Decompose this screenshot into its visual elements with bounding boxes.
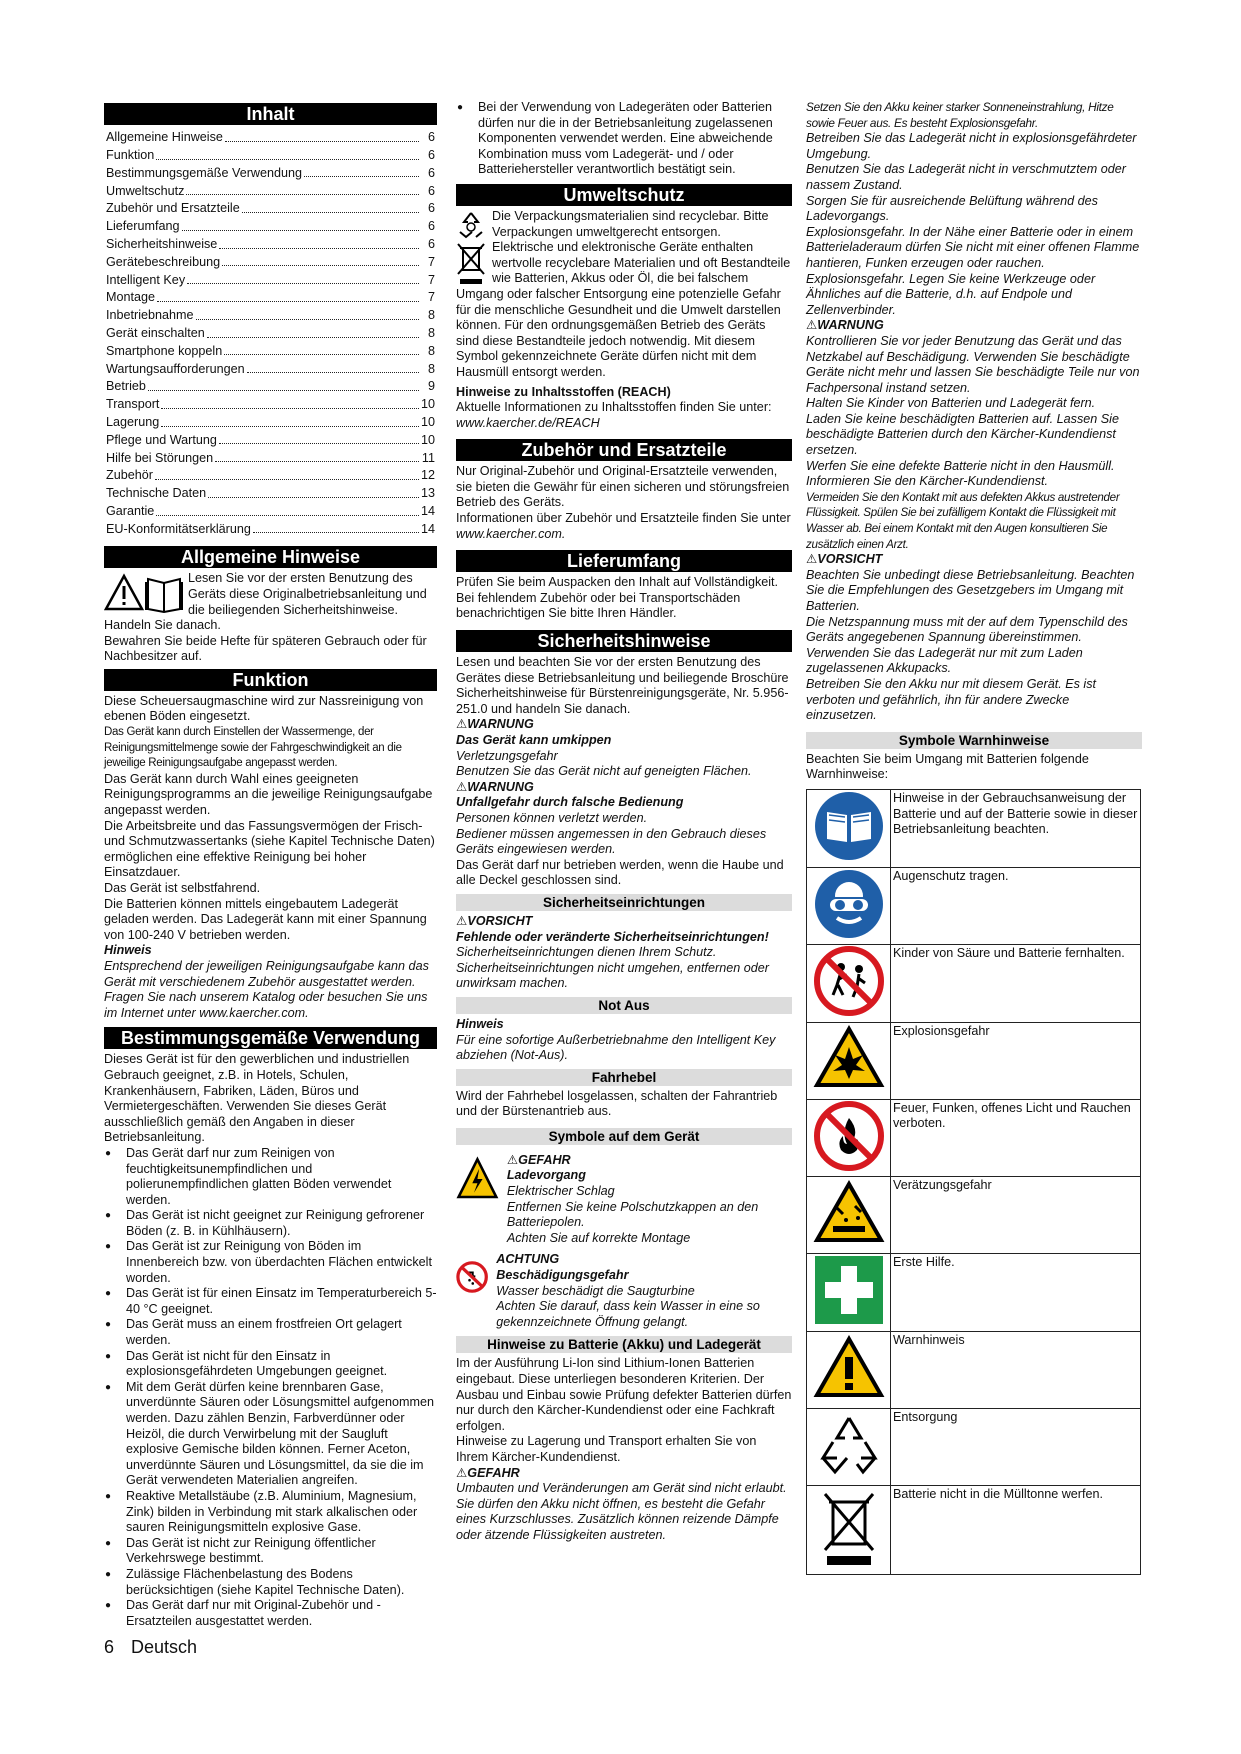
corrosive-hazard-icon [813, 1180, 885, 1246]
allgemein-p1: Lesen Sie vor der ersten Benutzung des Geräts diese Originalbetriebsanleitung und die beiliegenden Sicherheitshinweise. Handeln Sie danach. [104, 571, 427, 633]
recycling-icon [813, 1412, 885, 1478]
toc-entry-label: Technische Daten [106, 486, 207, 501]
read-manual-icon [813, 790, 885, 862]
toc-entry-page: 6 [427, 201, 435, 216]
gefahr-title: Ladevorgang [506, 1168, 586, 1183]
toc-entry-page: 8 [427, 343, 435, 358]
toc-entry-label: Gerätebeschreibung [106, 254, 221, 269]
toc-leader [207, 337, 419, 338]
reach-link[interactable]: www.kaercher.de/REACH [456, 415, 600, 430]
toc-entry-label: Gerät einschalten [106, 325, 205, 340]
col3-vorsicht-label: ⚠VORSICHT [806, 552, 883, 567]
toc-entry-label: Garantie [106, 503, 155, 518]
funktion-p6: Die Batterien können mittels eingebautem Ladegerät geladen werden. Das Ladegerät kann mit einer Spannung von 100-240 V betrieben werden. [104, 896, 427, 942]
toc-entry-label: Intelligent Key [106, 272, 186, 287]
toc-entry[interactable] [106, 502, 435, 520]
umwelt-p1: Die Verpackungsmaterialien sind recyclebar. Bitte Verpackungen umweltgerecht entsorgen. [492, 208, 769, 239]
achtung-title: Beschädigungsgefahr [496, 1268, 629, 1283]
zubehoer-link[interactable]: www.kaercher.com. [456, 526, 566, 541]
toc-entry-page: 6 [427, 183, 435, 198]
keep-children-away-icon [813, 945, 885, 1017]
zubehoer-p1: Nur Original-Zubehör und Original-Ersatzteile verwenden, sie bieten die Gewähr für einen sicheren und störungsfreien Betrieb des Geräts. [456, 464, 790, 510]
table-row [807, 1099, 1141, 1177]
symbol-text: Erste Hilfe. [891, 1254, 1141, 1332]
table-row [807, 867, 1141, 945]
funktion-p1: Diese Scheuersaugmaschine wird zur Nassreinigung von ebenen Böden eingesetzt. [104, 693, 424, 724]
achtung-label: ACHTUNG [496, 1252, 560, 1267]
toc-entry[interactable] [106, 164, 435, 182]
warnung-2-text: Bediener müssen angemessen in den Gebrauch dieses Geräts eingewiesen werden. [456, 826, 767, 857]
toc-entry[interactable] [106, 484, 435, 502]
zubehoer-p2: Informationen über Zubehör und Ersatzteile finden Sie unter www.kaercher.com. [456, 511, 791, 541]
electric-shock-warning-icon [456, 1153, 499, 1205]
section-fahrhebel-title: Fahrhebel [456, 1069, 792, 1086]
footer-language: Deutsch [131, 1637, 198, 1657]
toc-entry[interactable] [106, 359, 435, 377]
first-aid-icon [813, 1254, 885, 1326]
toc-entry-page: 8 [427, 308, 435, 323]
allgemein-p2: Bewahren Sie beide Hefte für späteren Gebrauch oder für Nachbesitzer auf. [104, 633, 427, 664]
section-batterie-title: Hinweise zu Batterie (Akku) und Ladegerät [456, 1336, 792, 1353]
toc-entry[interactable] [106, 413, 435, 431]
list-item: ● Reaktive Metallstäube (z.B. Aluminium, Magnesium, Zink) bilden in Verbindung mit stark alkalischen oder sauren Reinigungsmitteln explosive Gase. [104, 1489, 437, 1536]
symbol-text: Kinder von Säure und Batterie fernhalten. [891, 945, 1141, 1023]
toc-entry-page: 13 [421, 486, 436, 501]
symbol-text: Augenschutz tragen. [891, 867, 1141, 945]
page-number: 6 [104, 1637, 115, 1657]
toc-leader [156, 515, 419, 516]
col2-top-list [456, 100, 792, 178]
symbol-text: Feuer, Funken, offenes Licht und Rauchen verboten. [891, 1099, 1141, 1177]
toc-leader [148, 390, 419, 391]
toc-entry[interactable] [106, 253, 435, 271]
toc-leader [222, 265, 419, 266]
toc-entry-label: Pflege und Wartung [106, 432, 217, 447]
warnung-2-title: Unfallgefahr durch falsche Bedienung [456, 795, 684, 810]
toc-leader [157, 301, 419, 302]
bestimmung-intro: Dieses Gerät ist für den gewerblichen und industriellen Gebrauch geeignet, z.B. in Hotels, Schulen, Krankenhäusern, Fabriken, Läden, Büros und Vermietergeschäften. Verwenden Sie dieses Gerät ausschließlich gemäß den Angaben in dieser Betriebsanleitung. [104, 1052, 410, 1145]
symbol-text: Warnhinweis [891, 1331, 1141, 1408]
explosion-hazard-icon [813, 1025, 885, 1091]
toc-entry-page: 11 [421, 450, 435, 465]
toc-entry-label: EU-Konformitätserklärung [106, 521, 251, 536]
fahrhebel-text: Wird der Fahrhebel losgelassen, schalten der Fahrantrieb und der Bürstenantrieb aus. [456, 1088, 778, 1119]
warning-manual-icon [104, 573, 184, 613]
section-lieferumfang-title: Lieferumfang [456, 550, 792, 572]
toc-entry-label: Funktion [106, 148, 155, 162]
toc-title: Inhalt [104, 103, 437, 125]
column-middle [456, 100, 792, 1544]
toc-leader [215, 461, 419, 462]
toc-entry-label: Lagerung [106, 414, 160, 429]
toc-entry-page: 6 [427, 219, 435, 234]
toc-entry-page: 10 [421, 414, 436, 429]
col3-v2: Die Netzspannung muss mit der auf dem Typenschild des Geräts angegebenen Spannung übereinstimmen. Verwenden Sie das Ladegerät nur mit zum Laden zugelassenen Akkupacks. [806, 614, 1128, 676]
toc-entry-page: 14 [421, 503, 436, 518]
col3-c5: Explosionsgefahr. In der Nähe einer Batterie oder in einem Batterieladeraum dürfen Sie nicht mit einer offenen Flamme hantieren, Funken erzeugen oder rauchen. [806, 224, 1140, 270]
toc-entry-page: 8 [427, 361, 435, 376]
toc-entry-label: Umweltschutz [106, 183, 185, 198]
toc-entry-page: 10 [421, 397, 436, 412]
symbole-intro: Beachten Sie beim Umgang mit Batterien folgende Warnhinweise: [806, 751, 1089, 782]
list-item: ● Das Gerät muss an einem frostfreien Ort gelagert werden. [104, 1317, 437, 1348]
column-left [104, 100, 437, 1629]
batterie-gefahr-label: ⚠GEFAHR [456, 1465, 520, 1480]
section-notaus-title: Not Aus [456, 997, 792, 1014]
crossed-bin-icon [456, 242, 486, 286]
section-funktion-title: Funktion [104, 669, 437, 691]
toc-entry-page: 7 [427, 290, 435, 305]
reach-title: Hinweise zu Inhaltsstoffen (REACH) [456, 384, 671, 399]
batterie-p1: Im der Ausführung Li-Ion sind Lithium-Ionen Batterien eingebaut. Diese unterliegen besonderen Kriterien. Der Ausbau und Einbau sowie Prüfung defekter Batterien dürfen nur durch den Kärcher-Kundendienst oder eine Fachkraft erfolgen. [456, 1356, 792, 1433]
table-row [807, 789, 1141, 867]
toc-entry-label: Zubehör und Ersatzteile [106, 201, 240, 216]
toc-entry-label: Montage [106, 290, 156, 305]
col3-c6: Explosionsgefahr. Legen Sie keine Werkzeuge oder Ähnliches auf die Batterie, d.h. auf Endpole und Zellenverbinder. [806, 271, 1096, 317]
allgemein-body [104, 571, 437, 665]
toc-entry-page: 6 [427, 165, 435, 180]
toc-entry-label: Transport [106, 397, 160, 412]
toc-entry-page: 6 [427, 148, 435, 162]
funktion-p5: Das Gerät ist selbstfahrend. [104, 881, 261, 896]
toc-leader [242, 212, 419, 213]
symbol-text: Verätzungsgefahr [891, 1177, 1141, 1254]
symbol-text: Batterie nicht in die Mülltonne werfen. [891, 1485, 1141, 1574]
toc-entry-page: 7 [427, 254, 435, 269]
general-warning-icon [813, 1335, 885, 1401]
section-symbole-warnhinweise-title: Symbole Warnhinweise [806, 732, 1142, 749]
sicherheit-p2: Das Gerät darf nur betrieben werden, wenn die Haube und alle Deckel geschlossen sind. [456, 857, 784, 888]
toc-entry-label: Zubehör [106, 468, 153, 483]
toc-leader [161, 426, 419, 427]
umwelt-body [456, 209, 792, 381]
toc-leader [224, 354, 419, 355]
toc-entry[interactable] [106, 288, 435, 306]
list-item: ● Das Gerät ist zur Reinigung von Böden im Innenbereich bzw. von überdachten Flächen entwickelt worden. [104, 1239, 437, 1286]
toc-entry-page: 8 [427, 325, 435, 340]
funktion-p4: Die Arbeitsbreite und das Fassungsvermögen der Frisch- und Schmutzwassertanks (siehe Kapitel Technische Daten) ermöglichen eine effektive Reinigung bei hoher Einsatzdauer. [104, 818, 435, 880]
toc-leader [253, 532, 419, 533]
toc-leader [247, 372, 419, 373]
toc-entry-label: Lieferumfang [106, 219, 180, 234]
page-footer [104, 1637, 209, 1657]
toc-entry[interactable] [106, 235, 435, 253]
col3-c3: Benutzen Sie das Ladegerät nicht in verschmutztem oder nassem Zustand. [806, 162, 1126, 192]
toc-entry[interactable] [106, 324, 435, 342]
warnung-2-sub: Personen können verletzt werden. [456, 810, 648, 825]
warnung-2-label: ⚠WARNUNG [456, 779, 534, 794]
batterie-gefahr-2: Sie dürfen den Akku nicht öffnen, es besteht die Gefahr eines Kurzschlusses. Zusätzlich können reizende Dämpfe oder ätzende Flüssigkeiten austreten. [456, 1496, 779, 1542]
toc-entry[interactable] [106, 199, 435, 217]
toc-entry[interactable] [106, 466, 435, 484]
list-item: ● Das Gerät ist nicht für den Einsatz in explosionsgefährdeten Umgebungen geeignet. [104, 1349, 437, 1380]
liefer-p1: Prüfen Sie beim Auspacken den Inhalt auf Vollständigkeit. Bei fehlendem Zubehör oder bei Transportschäden benachrichtigen Sie bitte Ihren Händler. [456, 575, 779, 621]
umwelt-p2: Elektrische und elektronische Geräte enthalten wertvolle recyclebare Materialien und oft Bestandteile wie Batterien, Akkus oder Öl, die bei falschem Umgang oder falscher Entsorgung eine potenzielle Gefahr für die menschliche Gesundheit und die Umwelt darstellen können. Für den ordnungsgemäßen Betrieb des Geräts sind diese Bestandteile jedoch notwendig. Mit diesem Symbol gekennzeichnete Geräte dürfen nicht mit dem Hausmüll entsorgt werden. [456, 240, 791, 379]
toc-entry[interactable] [106, 146, 435, 164]
toc-entry[interactable] [106, 217, 435, 235]
col3-c1: Setzen Sie den Akku keiner starker Sonneneinstrahlung, Hitze sowie Feuer aus. Es besteht Explosionsgefahr. [806, 100, 1114, 130]
toc-leader [304, 176, 419, 177]
toc-leader [208, 497, 419, 498]
table-row [807, 1408, 1141, 1485]
col3-c4: Sorgen Sie für ausreichende Belüftung während des Ladevorgangs. [806, 193, 1098, 224]
toc-entry-page: 12 [421, 468, 436, 483]
warnung-1-label: ⚠WARNUNG [456, 717, 534, 732]
vorsicht-text: Sicherheitseinrichtungen dienen Ihrem Schutz. Sicherheitseinrichtungen nicht umgehen, entfernen oder unwirksam machen. [456, 945, 769, 991]
list-item: ● Zulässige Flächenbelastung des Bodens berücksichtigen (siehe Kapitel Technische Daten). [104, 1567, 437, 1598]
col3-w1: Kontrollieren Sie vor jeder Benutzung das Gerät und das Netzkabel auf Beschädigung. Verwenden Sie beschädigte Geräte nicht mehr und lassen Sie beschädigte Teile nur von Fachpersonal instand setzen. [806, 333, 1140, 395]
toc-entry-label: Inbetriebnahme [106, 308, 194, 323]
toc-entry-page: 7 [427, 272, 435, 287]
toc-entry-page: 14 [421, 521, 436, 536]
sicherheit-p1: Lesen und beachten Sie vor der ersten Benutzung des Gerätes diese Betriebsanleitung und beiliegende Broschüre Sicherheitshinweise für Bürstenreinigungsgeräte, Nr. 5.956-251.0 und handeln Sie danach. [456, 655, 789, 716]
list-item: ● Das Gerät ist nicht geeignet zur Reinigung gefrorener Böden (z. B. in Kühlhäusern). [104, 1208, 437, 1239]
warnung-1-title: Das Gerät kann umkippen [456, 733, 612, 747]
funktion-p3: Das Gerät kann durch Wahl eines geeigneten Reinigungsprogramms an die jeweilige Reinigungsaufgabe angepasst werden. [104, 771, 433, 818]
recycling-icon [456, 210, 486, 240]
col3-warnung-label: ⚠WARNUNG [806, 318, 884, 333]
table-row [807, 1331, 1141, 1408]
table-row [807, 1177, 1141, 1254]
toc-leader [225, 141, 419, 142]
gefahr-sub: Elektrischer Schlag [506, 1184, 615, 1199]
table-row [807, 1022, 1141, 1099]
section-zubehoer-title: Zubehör und Ersatzteile [456, 439, 792, 461]
table-row [807, 1254, 1141, 1332]
list-item: ● Mit dem Gerät dürfen keine brennbaren Gase, unverdünnte Säuren oder Lösungsmittel aufgenommen werden. Dazu zählen Benzin, Farbverdünner oder Heizöl, die durch Verwirbelung mit der Saugluft explosive Gemische bilden können. Ferner Aceton, unverdünnte Säuren und Lösungsmittel, da sie die im Gerät verwendeten Materialien angreifen. [104, 1380, 437, 1489]
toc-entry-label: Sicherheitshinweise [106, 236, 218, 251]
toc-entry[interactable] [106, 448, 435, 466]
toc-entry[interactable] [106, 395, 435, 413]
funktion-hinweis-label: Hinweis [104, 943, 152, 958]
warnung-1-sub: Verletzungsgefahr [456, 748, 558, 763]
col3-w2: Halten Sie Kinder von Batterien und Ladegerät fern. [806, 396, 1096, 411]
toc-leader [219, 248, 419, 249]
toc-list [104, 128, 437, 537]
col3-v1: Beachten Sie unbedingt diese Betriebsanleitung. Beachten Sie die Empfehlungen des Gesetzgebers im Umgang mit Batterien. [806, 567, 1135, 613]
toc-leader [187, 283, 419, 284]
col3-w3: Laden Sie keine beschädigten Batterien auf. Lassen Sie beschädigte Batterien durch den Kärcher-Kundendienst ersetzen. [806, 411, 1119, 458]
no-water-icon [456, 1252, 488, 1302]
no-fire-icon [813, 1100, 885, 1172]
achtung-sub: Wasser beschädigt die Saugturbine [496, 1283, 695, 1298]
section-symbole-geraet-title: Symbole auf dem Gerät [456, 1128, 792, 1145]
gefahr-text-2: Achten Sie auf korrekte Montage [506, 1230, 691, 1245]
list-item: ● Das Gerät ist für einen Einsatz im Temperaturbereich 5-40 °C geeignet. [104, 1286, 437, 1317]
toc-entry[interactable] [106, 431, 435, 449]
section-bestimmung-title: Bestimmungsgemäße Verwendung [104, 1027, 437, 1049]
toc-leader [161, 408, 419, 409]
crossed-bin-icon [819, 1488, 879, 1568]
toc-entry-page: 6 [427, 236, 435, 251]
toc-entry-label: Bestimmungsgemäße Verwendung [106, 165, 303, 180]
section-sicherheitseinrichtungen-title: Sicherheitseinrichtungen [456, 894, 792, 911]
toc-leader [156, 159, 419, 160]
funktion-hinweis-text: Entsprechend der jeweiligen Reinigungsaufgabe kann das Gerät mit verschiedenem Zubehör ausgestattet werden. Fragen Sie nach unserem Katalog oder besuchen Sie uns im Internet unter www.kaercher.com. [104, 958, 429, 1020]
vorsicht-title: Fehlende oder veränderte Sicherheitseinrichtungen! [456, 929, 769, 944]
column-right [806, 100, 1142, 1575]
col3-c2: Betreiben Sie das Ladegerät nicht in explosionsgefährdeter Umgebung. [806, 131, 1137, 161]
toc-entry[interactable] [106, 128, 435, 146]
col3-w4: Werfen Sie eine defekte Batterie nicht in den Hausmüll. Informieren Sie den Kärcher-Kundendienst. [806, 458, 1115, 489]
toc-entry-label: Hilfe bei Störungen [106, 450, 214, 465]
col3-w5: Vermeiden Sie den Kontakt mit aus defekten Akkus austretender Flüssigkeit. Spülen Sie bei zufälligem Kontakt die Flüssigkeit mit Wasser ab. Bei einem Kontakt mit den Augen konsultieren Sie zusätzlich einen Arzt. [806, 490, 1120, 551]
symbol-achtung-block [456, 1252, 792, 1330]
section-sicherheitshinweise-title: Sicherheitshinweise [456, 630, 792, 652]
batterie-p2: Hinweise zu Lagerung und Transport erhalten Sie von Ihrem Kärcher-Kundendienst. [456, 1434, 757, 1464]
symbol-gefahr-block [456, 1153, 792, 1247]
notaus-label: Hinweis [456, 1016, 504, 1031]
toc-entry[interactable] [106, 520, 435, 538]
symbol-text: Hinweise in der Gebrauchsanweisung der Batterie und auf der Batterie sowie in dieser Betriebsanleitung beachten. [891, 789, 1141, 867]
list-item: ● Das Gerät darf nur mit Original-Zubehör und -Ersatzteilen ausgestattet werden. [104, 1598, 437, 1629]
achtung-text: Achten Sie darauf, dass kein Wasser in eine so gekennzeichnete Öffnung gelangt. [496, 1299, 760, 1329]
batterie-gefahr-1: Umbauten und Veränderungen am Gerät sind nicht erlaubt. [456, 1481, 787, 1496]
toc-leader [186, 194, 419, 195]
reach-text: Aktuelle Informationen zu Inhaltsstoffen finden Sie unter: www.kaercher.de/REACH [456, 400, 772, 430]
list-item: ● Das Gerät darf nur zum Reinigen von feuchtigkeitsunempfindlichen und polierunempfindlichen glatten Böden verwendet werden. [104, 1146, 437, 1208]
toc-entry-label: Wartungsaufforderungen [106, 361, 245, 376]
section-allgemeine-hinweise-title: Allgemeine Hinweise [104, 546, 437, 568]
table-row [807, 1485, 1141, 1574]
toc-entry-label: Betrieb [106, 379, 146, 394]
warnung-1-text: Benutzen Sie das Gerät nicht auf geneigten Flächen. [456, 764, 752, 779]
toc-entry[interactable] [106, 306, 435, 324]
toc-entry-label: Smartphone koppeln [106, 343, 223, 358]
list-item: ● Das Gerät ist nicht zur Reinigung öffentlicher Verkehrswege bestimmt. [104, 1536, 437, 1567]
col3-v3: Betreiben Sie den Akku nur mit diesem Gerät. Es ist verboten und gefährlich, ihn für andere Zwecke einzusetzen. [806, 676, 1097, 723]
gefahr-label: ⚠GEFAHR [506, 1152, 571, 1167]
symbol-text: Explosionsgefahr [891, 1022, 1141, 1099]
list-item: ● Bei der Verwendung von Ladegeräten oder Batterien dürfen nur die in der Betriebsanleitung zugelassenen Komponenten verwendet werden. Eine abweichende Kombination muss vom Ladegerät- und / oder Batteriehersteller verantwortlich bestätigt sein. [456, 100, 792, 178]
gefahr-text-1: Entfernen Sie keine Polschutzkappen an den Batteriepolen. [506, 1199, 759, 1230]
eye-protection-icon [813, 868, 885, 940]
toc-entry[interactable] [106, 270, 435, 288]
symbol-table [806, 789, 1141, 1575]
vorsicht-label: ⚠VORSICHT [456, 913, 533, 928]
symbol-text: Entsorgung [891, 1408, 1141, 1485]
toc-entry[interactable] [106, 342, 435, 360]
toc-entry-label: Allgemeine Hinweise [106, 130, 223, 145]
toc-leader [219, 443, 419, 444]
toc-leader [182, 230, 419, 231]
toc-entry-page: 6 [427, 130, 435, 145]
toc-entry[interactable] [106, 181, 435, 199]
notaus-text: Für eine sofortige Außerbetriebnahme den Intelligent Key abziehen (Not-Aus). [456, 1032, 776, 1063]
toc-leader [155, 479, 419, 480]
table-row [807, 945, 1141, 1023]
toc-entry-page: 9 [427, 379, 435, 394]
toc-entry[interactable] [106, 377, 435, 395]
bestimmung-list [104, 1146, 437, 1629]
funktion-p2: Das Gerät kann durch Einstellen der Wassermenge, der Reinigungsmittelmenge sowie der Fahrgeschwindigkeit an die jeweilige Reinigungsaufgabe angepasst werden. [104, 726, 402, 770]
toc-leader [196, 319, 419, 320]
section-umweltschutz-title: Umweltschutz [456, 184, 792, 206]
toc-entry-page: 10 [421, 432, 436, 447]
